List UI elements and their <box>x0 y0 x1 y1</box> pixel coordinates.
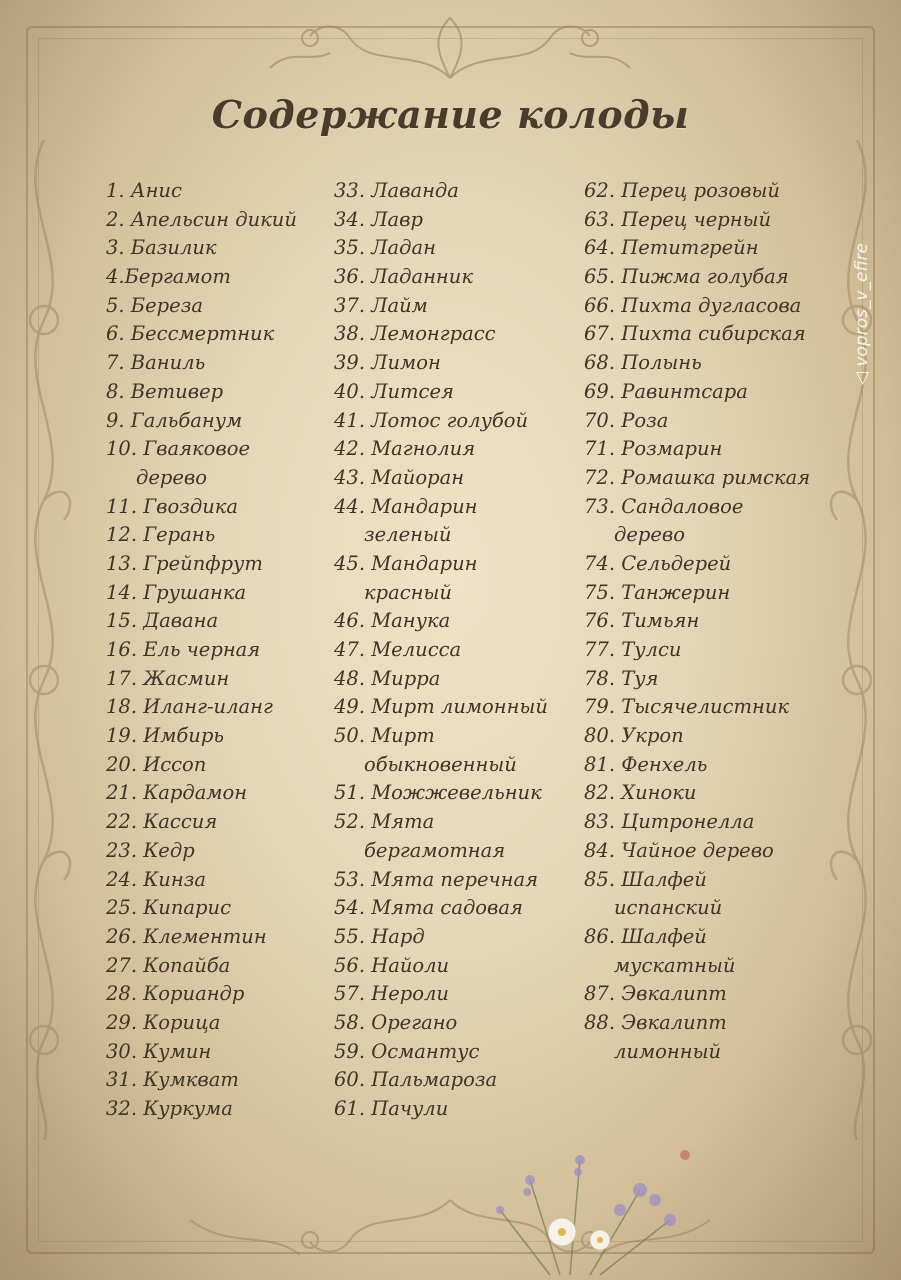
list-item: 45. Мандарин <box>334 551 478 575</box>
list-item: 22. Кассия <box>106 810 218 834</box>
list-item: 53. Мята перечная <box>334 867 539 891</box>
list-item: бергамотная <box>364 838 506 862</box>
list-item: 44. Мандарин <box>334 494 478 518</box>
list-item: 74. Сельдерей <box>584 551 732 575</box>
list-item: 25. Кипарис <box>106 896 232 920</box>
list-item: 48. Мирра <box>334 666 441 690</box>
list-item: 17. Жасмин <box>106 666 230 690</box>
list-item: 5. Береза <box>106 293 203 317</box>
list-item: 20. Иссоп <box>106 752 207 776</box>
list-item: 21. Кардамон <box>106 781 248 805</box>
list-item: 26. Клементин <box>106 924 267 948</box>
list-item: 2. Апельсин дикий <box>106 207 297 231</box>
list-item: 69. Равинтсара <box>584 379 748 403</box>
list-item: зеленый <box>364 523 452 547</box>
list-item: 4.Бергамот <box>106 265 231 289</box>
list-item: 15. Давана <box>106 609 219 633</box>
contents-column-1 <box>106 177 297 1124</box>
list-item: 50. Мирт <box>334 724 435 748</box>
top-ornament-icon <box>250 8 650 88</box>
page-title: Содержание колоды <box>211 92 690 137</box>
list-item: 59. Османтус <box>334 1039 480 1063</box>
list-item: 13. Грейпфрут <box>106 551 263 575</box>
list-item: 32. Куркума <box>106 1097 233 1120</box>
list-item: 84. Чайное дерево <box>584 838 774 862</box>
list-item: дерево <box>614 523 686 547</box>
list-item: 36. Ладанник <box>334 265 473 289</box>
list-item: 57. Нероли <box>334 982 449 1006</box>
list-item: 58. Орегано <box>334 1010 458 1034</box>
list-item: 62. Перец розовый <box>584 179 780 202</box>
list-item: 65. Пижма голубая <box>584 265 789 289</box>
list-item: 51. Можжевельник <box>334 781 542 805</box>
list-item: 85. Шалфей <box>584 867 707 891</box>
list-item: 77. Тулси <box>584 638 682 661</box>
list-item: дерево <box>136 465 208 489</box>
list-item: 73. Сандаловое <box>584 494 744 518</box>
list-item: 6. Бессмертник <box>106 322 275 346</box>
list-item: 60. Пальмароза <box>334 1068 498 1092</box>
list-item: испанский <box>614 896 723 920</box>
list-item: 24. Кинза <box>106 867 206 891</box>
list-item: 56. Найоли <box>334 953 450 977</box>
list-item: 10. Гваяковое <box>106 437 251 461</box>
list-item: мускатный <box>614 953 736 977</box>
list-item: 14. Грушанка <box>106 580 247 604</box>
list-item: 8. Ветивер <box>106 379 224 403</box>
list-item: 78. Туя <box>584 666 659 690</box>
list-item: 19. Имбирь <box>106 724 224 748</box>
list-item: 11. Гвоздика <box>106 494 239 518</box>
list-item: 39. Лимон <box>334 351 441 375</box>
list-item: 83. Цитронелла <box>584 810 755 834</box>
list-item: лимонный <box>614 1039 722 1063</box>
list-item: 54. Мята садовая <box>334 896 523 920</box>
list-item: 23. Кедр <box>106 838 195 862</box>
list-item: 46. Манука <box>334 609 451 633</box>
list-item: 70. Роза <box>584 408 669 432</box>
list-item: 3. Базилик <box>106 236 217 260</box>
list-item: 87. Эвкалипт <box>584 982 727 1006</box>
watermark-text: ◁ vopros_v_efire <box>852 243 872 385</box>
list-item: 9. Гальбанум <box>106 408 243 432</box>
list-item: 47. Мелисса <box>334 638 462 661</box>
list-item: 80. Укроп <box>584 724 684 748</box>
list-item: 67. Пихта сибирская <box>584 322 806 346</box>
list-item: 28. Кориандр <box>106 982 245 1006</box>
list-item: 64. Петитгрейн <box>584 236 759 260</box>
list-item: 16. Ель черная <box>106 638 261 661</box>
list-item: 35. Ладан <box>334 236 436 260</box>
list-item: 68. Полынь <box>584 351 702 375</box>
list-item: 86. Шалфей <box>584 924 707 948</box>
list-item: 7. Ваниль <box>106 351 206 375</box>
list-item: 37. Лайм <box>334 293 428 317</box>
list-item: 88. Эвкалипт <box>584 1010 727 1034</box>
list-item: 79. Тысячелистник <box>584 695 790 719</box>
contents-column-3 <box>584 177 810 1066</box>
list-item: 30. Кумин <box>106 1039 212 1063</box>
list-item: 42. Магнолия <box>334 437 476 461</box>
list-item: 29. Корица <box>106 1010 221 1034</box>
list-item: 33. Лаванда <box>334 179 459 202</box>
list-item: 40. Литсея <box>334 379 454 403</box>
list-item: 72. Ромашка римская <box>584 465 811 489</box>
contents-column-2 <box>334 177 548 1124</box>
list-item: 63. Перец черный <box>584 207 772 231</box>
list-item: 31. Кумкват <box>106 1068 239 1092</box>
list-item: 38. Лемонграсс <box>334 322 496 346</box>
list-item: 55. Нард <box>334 924 425 948</box>
list-item: красный <box>364 580 452 604</box>
list-item: обыкновенный <box>364 752 517 776</box>
list-item: 41. Лотос голубой <box>334 408 529 432</box>
list-item: 18. Иланг-иланг <box>106 695 273 719</box>
list-item: 12. Герань <box>106 523 216 547</box>
list-item: 71. Розмарин <box>584 437 723 461</box>
list-item: 43. Майоран <box>334 465 465 489</box>
list-item: 81. Фенхель <box>584 752 708 776</box>
list-item: 49. Мирт лимонный <box>334 695 548 719</box>
list-item: 52. Мята <box>334 810 435 834</box>
left-ornament-icon <box>4 140 84 1140</box>
list-item: 27. Копайба <box>106 953 231 977</box>
list-item: 1. Анис <box>106 179 182 202</box>
list-item: 76. Тимьян <box>584 609 700 633</box>
flower-bouquet-icon <box>470 1140 710 1275</box>
list-item: 61. Пачули <box>334 1097 449 1120</box>
list-item: 82. Хиноки <box>584 781 697 805</box>
list-item: 75. Танжерин <box>584 580 731 604</box>
list-item: 66. Пихта дугласова <box>584 293 802 317</box>
list-item: 34. Лавр <box>334 207 423 231</box>
